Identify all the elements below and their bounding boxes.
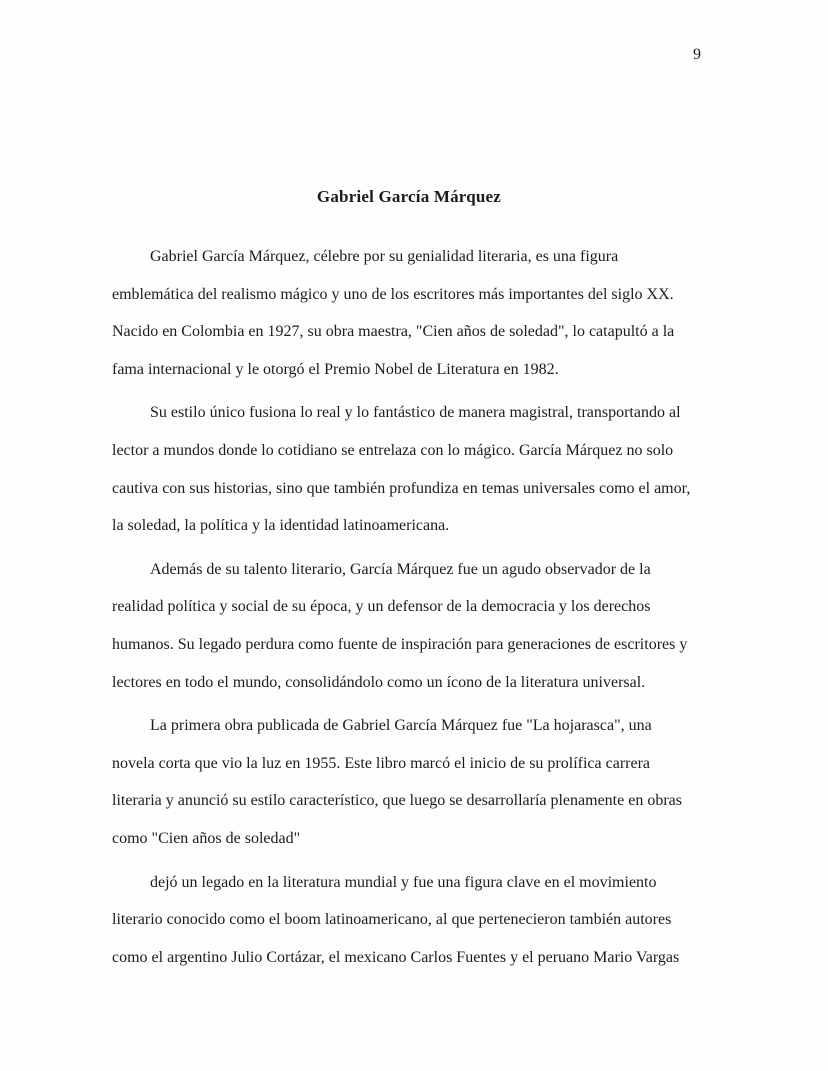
paragraph bbox=[112, 394, 712, 544]
text-line: emblemática del realismo mágico y uno de los escritores más importantes del siglo XX. bbox=[112, 285, 674, 303]
document-body bbox=[112, 238, 712, 982]
text-line: cautiva con sus historias, sino que también profundiza en temas universales como el amor, bbox=[112, 479, 691, 497]
text-line: como "Cien años de soledad" bbox=[112, 829, 301, 847]
text-line: lectores en todo el mundo, consolidándolo como un ícono de la literatura universal. bbox=[112, 673, 646, 691]
text-line: dejó un legado en la literatura mundial y fue una figura clave en el movimiento bbox=[150, 873, 657, 891]
paragraph bbox=[112, 238, 712, 388]
paragraph bbox=[112, 551, 712, 701]
text-line: Nacido en Colombia en 1927, su obra maestra, "Cien años de soledad", lo catapultó a la bbox=[112, 323, 675, 341]
text-line: Gabriel García Márquez, célebre por su genialidad literaria, es una figura bbox=[150, 248, 619, 265]
text-line: La primera obra publicada de Gabriel García Márquez fue "La hojarasca", una bbox=[150, 717, 652, 735]
text-line: humanos. Su legado perdura como fuente de inspiración para generaciones de escritores y bbox=[112, 635, 688, 653]
text-line: literaria y anunció su estilo característico, que luego se desarrollaría plenamente en obras bbox=[112, 792, 682, 810]
text-line: Su estilo único fusiona lo real y lo fantástico de manera magistral, transportando al bbox=[150, 404, 681, 422]
text-line: realidad política y social de su época, y un defensor de la democracia y los derechos bbox=[112, 598, 651, 616]
text-line: literario conocido como el boom latinoamericano, al que pertenecieron también autores bbox=[112, 911, 672, 929]
text-line: fama internacional y le otorgó el Premio Nobel de Literatura en 1982. bbox=[112, 360, 559, 378]
paragraph bbox=[112, 864, 712, 977]
page-number: 9 bbox=[693, 46, 701, 63]
text-line: Además de su talento literario, García Márquez fue un agudo observador de la bbox=[150, 560, 651, 578]
text-line: como el argentino Julio Cortázar, el mexicano Carlos Fuentes y el peruano Mario Vargas bbox=[112, 948, 680, 966]
text-line: novela corta que vio la luz en 1955. Este libro marcó el inicio de su prolífica carrera bbox=[112, 754, 651, 772]
text-line: lector a mundos donde lo cotidiano se entrelaza con lo mágico. García Márquez no solo bbox=[112, 441, 674, 459]
document-title: Gabriel García Márquez bbox=[316, 187, 502, 206]
text-line: la soledad, la política y la identidad latinoamericana. bbox=[112, 517, 450, 535]
paragraph bbox=[112, 707, 712, 857]
